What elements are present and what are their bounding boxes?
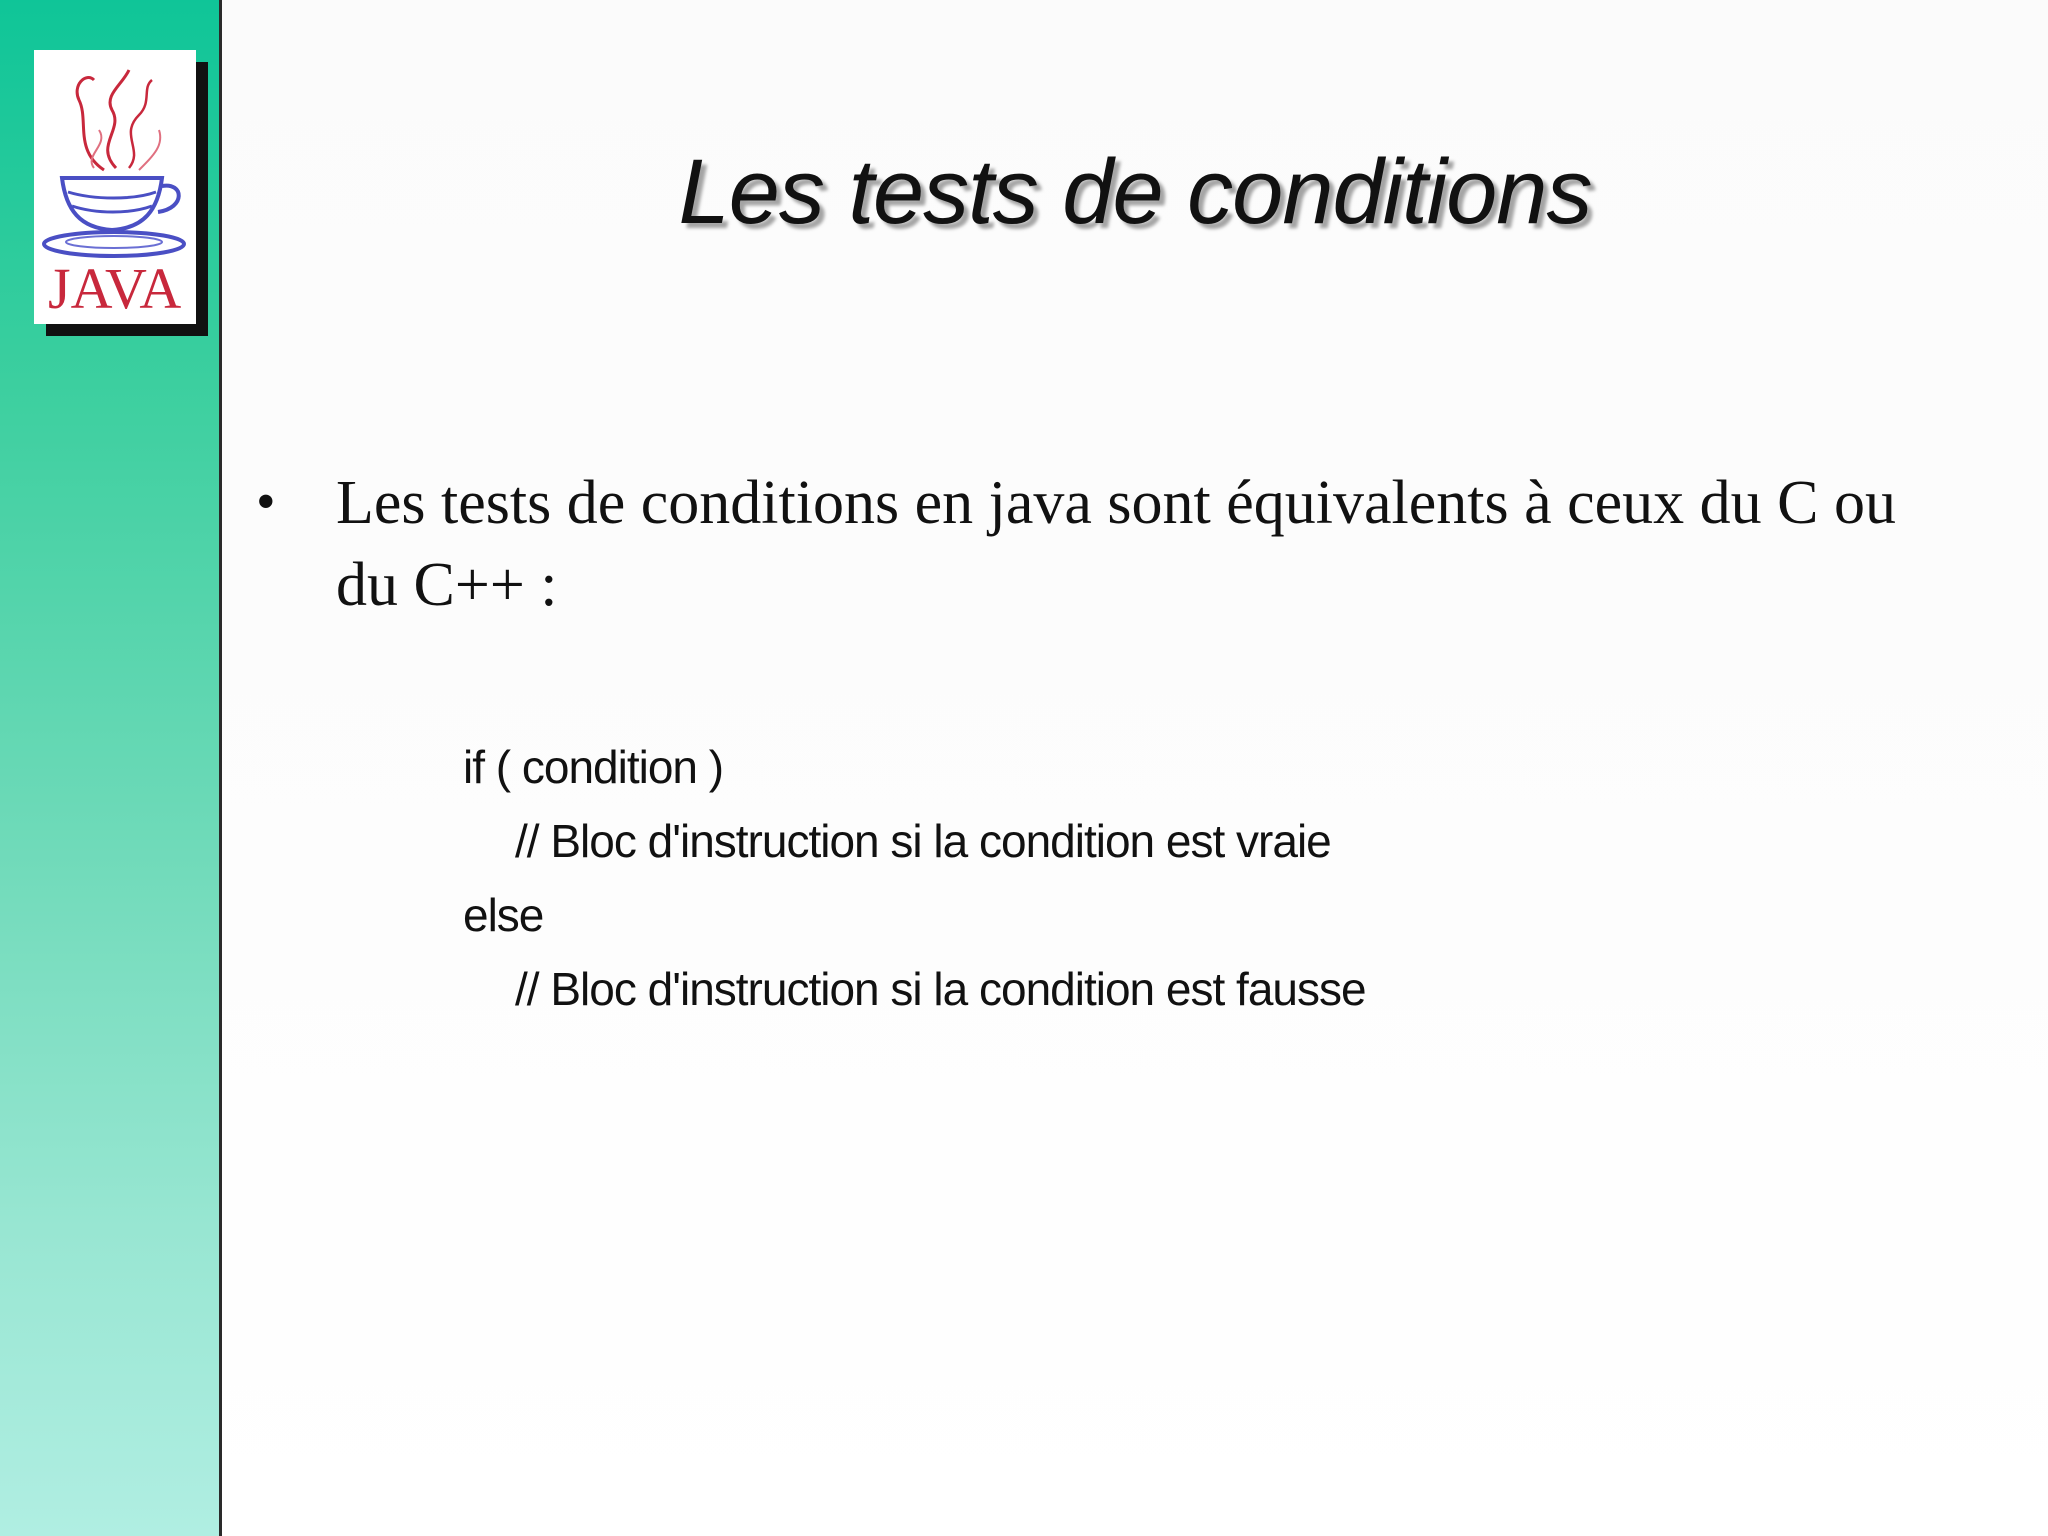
code-block [463,730,1366,1026]
bullet-symbol: • [256,471,276,533]
code-line-true-comment: // Bloc d'instruction si la condition est vraie [515,815,1331,867]
java-logo [34,50,196,324]
java-coffee-cup-icon [34,50,196,324]
code-line-else: else [463,889,544,941]
java-logo-text: JAVA [48,256,182,321]
sidebar-gradient [0,0,222,1536]
code-line-false-comment: // Bloc d'instruction si la condition est fausse [515,963,1366,1015]
bullet-text: Les tests de conditions en java sont équivalents à ceux du C ou du C++ : [336,469,1896,619]
code-line-if: if ( condition ) [463,741,724,793]
slide-title: Les tests de conditions [678,141,1592,243]
